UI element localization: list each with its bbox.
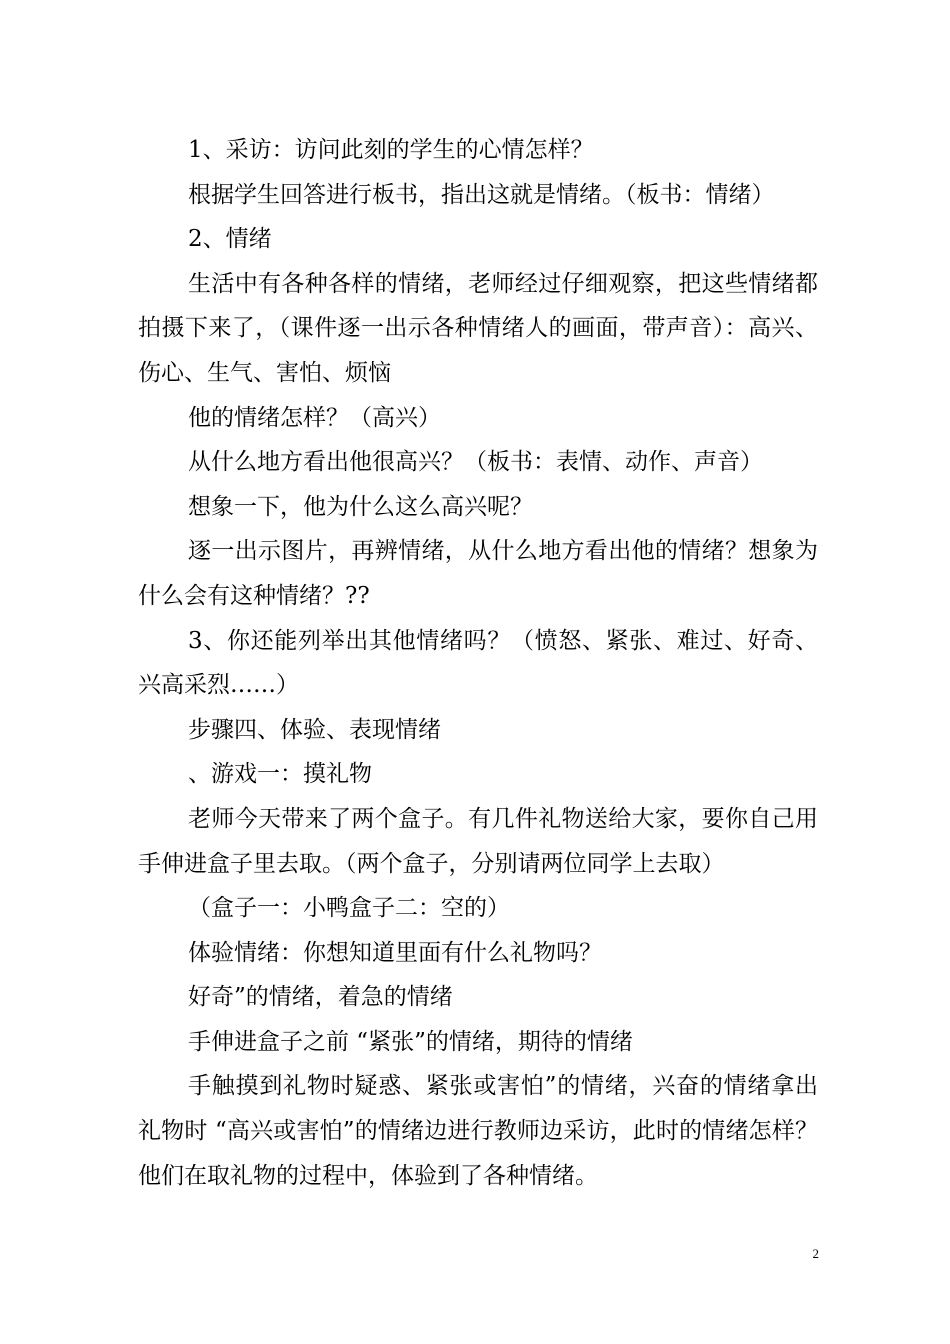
paragraph-how-to-tell: 从什么地方看出他很高兴？（板书：表情、动作、声音）: [188, 449, 763, 476]
paragraph-before-reaching: 手伸进盒子之前 “紧张”的情绪，期待的情绪: [188, 1028, 633, 1055]
paragraph-box-contents: （盒子一：小鸭盒子二：空的）: [188, 895, 510, 922]
paragraph-game-one: 、游戏一：摸礼物: [188, 761, 372, 788]
page-number: 2: [812, 1246, 819, 1261]
paragraph-emotions-in-life: 生活中有各种各样的情绪，老师经过仔细观察，把这些情绪都拍摄下来了，（课件逐一出示各种情绪人的画面，带声音）：高兴、伤心、生气、害怕、烦恼: [138, 270, 818, 386]
paragraph-experience-emotion: 体验情绪：你想知道里面有什么礼物吗？: [188, 939, 602, 966]
paragraph-his-emotion: 他的情绪怎样？（高兴）: [188, 404, 441, 431]
paragraph-curious: 好奇”的情绪，着急的情绪: [188, 984, 453, 1011]
document-body: [138, 128, 818, 1198]
paragraph-step-four: 步骤四、体验、表现情绪: [188, 716, 441, 743]
paragraph-emotion-heading: 2、情绪: [188, 226, 272, 253]
paragraph-two-boxes: 老师今天带来了两个盒子。有几件礼物送给大家，要你自己用手伸进盒子里去取。（两个盒子，分别请两位同学上去取）: [138, 805, 818, 877]
paragraph-interview: 1、采访：访问此刻的学生的心情怎样？: [188, 137, 594, 163]
paragraph-show-pictures: 逐一出示图片，再辨情绪，从什么地方看出他的情绪？想象为什么会有这种情绪？??: [138, 538, 818, 609]
paragraph-list-other-emotions: 3、你还能列举出其他情绪吗？（愤怒、紧张、难过、好奇、兴高采烈……）: [138, 627, 818, 699]
paragraph-touching-gift: 手触摸到礼物时疑惑、紧张或害怕”的情绪，兴奋的情绪拿出礼物时 “高兴或害怕”的情绪边进行教师边采访，此时的情绪怎样？他们在取礼物的过程中，体验到了各种情绪。: [138, 1073, 818, 1189]
paragraph-blackboard-emotion: 根据学生回答进行板书，指出这就是情绪。（板书：情绪）: [188, 181, 775, 208]
paragraph-imagine-why: 想象一下，他为什么这么高兴呢？: [188, 493, 533, 520]
